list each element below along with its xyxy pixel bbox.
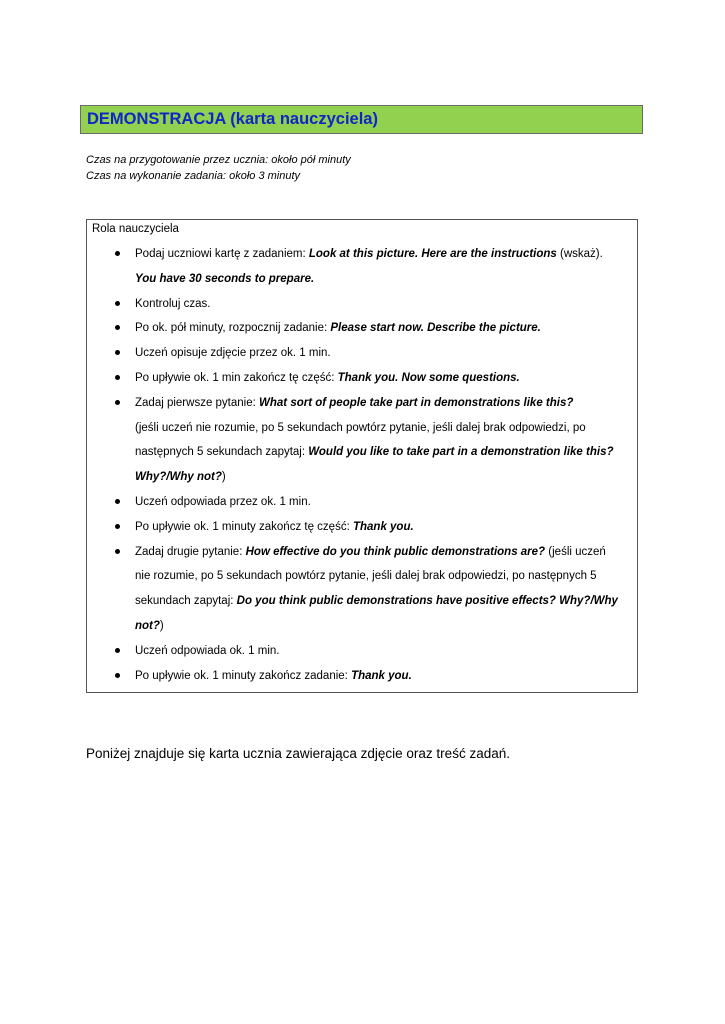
bullet-icon <box>115 325 120 330</box>
list-item: Zadaj pierwsze pytanie: What sort of people take part in demonstrations like this? (jeśli uczeń nie rozumie, po 5 sekundach powtórz pytanie, jeśli dalej brak odpowiedzi, po następnych 5 sekundach zapytaj: Would you like to take part in a demonstration like this? Why?/Why not?) <box>87 391 637 490</box>
task-time: Czas na wykonanie zadania: około 3 minuty <box>86 170 301 182</box>
bullet-icon <box>115 673 120 678</box>
list-item: Uczeń odpowiada przez ok. 1 min. <box>87 490 637 515</box>
title-banner <box>80 105 643 134</box>
bullet-icon <box>115 648 120 653</box>
prep-time: Czas na przygotowanie przez ucznia: około pół minuty <box>86 154 351 166</box>
list-item: Po ok. pół minuty, rozpocznij zadanie: Please start now. Describe the picture. <box>87 316 637 341</box>
list-item: Uczeń odpowiada ok. 1 min. <box>87 639 637 664</box>
page-title: DEMONSTRACJA (karta nauczyciela) <box>87 110 378 128</box>
teacher-role-box <box>86 219 638 693</box>
bullet-icon <box>115 251 120 256</box>
list-item: Po upływie ok. 1 minuty zakończ zadanie: Thank you. <box>87 664 637 689</box>
list-item: Podaj uczniowi kartę z zadaniem: Look at this picture. Here are the instructions (wskaż). You have 30 seconds to prepare. <box>87 242 637 292</box>
bullet-icon <box>115 524 120 529</box>
time-info <box>86 152 351 184</box>
list-item: Po upływie ok. 1 min zakończ tę część: Thank you. Now some questions. <box>87 366 637 391</box>
bullet-icon <box>115 499 120 504</box>
bullet-icon <box>115 350 120 355</box>
list-item: Zadaj drugie pytanie: How effective do you think public demonstrations are? (jeśli uczeń nie rozumie, po 5 sekundach powtórz pytanie, jeśli dalej brak odpowiedzi, po następnych 5 sekundach zapytaj: Do you think public demonstrations have positive effects? Why?/Why not?) <box>87 540 637 639</box>
bullet-icon <box>115 400 120 405</box>
list-item: Uczeń opisuje zdjęcie przez ok. 1 min. <box>87 341 637 366</box>
footer-text: Poniżej znajduje się karta ucznia zawierająca zdjęcie oraz treść zadań. <box>86 746 510 761</box>
instruction-list <box>87 242 637 688</box>
list-item: Po upływie ok. 1 minuty zakończ tę część: Thank you. <box>87 515 637 540</box>
bullet-icon <box>115 375 120 380</box>
bullet-icon <box>115 549 120 554</box>
role-label: Rola nauczyciela <box>92 223 179 235</box>
bullet-icon <box>115 301 120 306</box>
list-item: Kontroluj czas. <box>87 292 637 317</box>
